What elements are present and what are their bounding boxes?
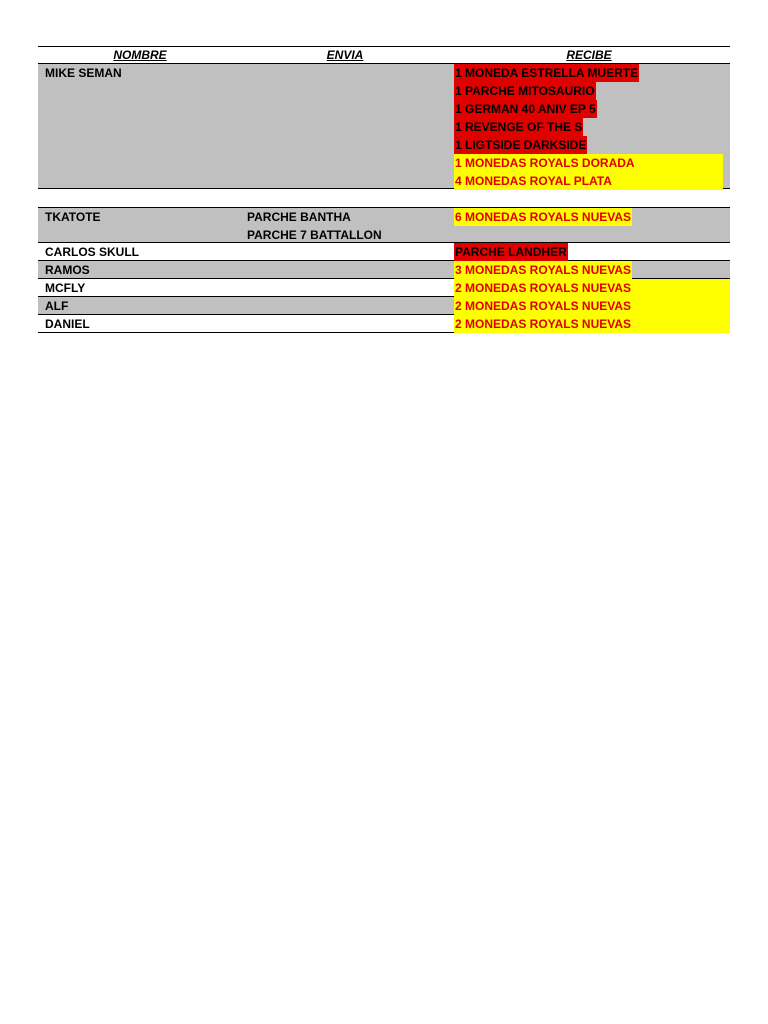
- header-nombre: NOMBRE: [113, 48, 167, 62]
- recibe-item: 1 REVENGE OF THE S: [455, 120, 583, 134]
- recibe-item: 1 GERMAN 40 ANIV EP 5: [455, 102, 596, 116]
- recibe-item: 1 MONEDA ESTRELLA MUERTE: [455, 66, 639, 80]
- recibe-item: 1 PARCHE MITOSAURIO: [455, 84, 595, 98]
- row-recibe: [454, 261, 632, 279]
- table-row: [38, 279, 730, 297]
- recibe-item: 6 MONEDAS ROYALS NUEVAS: [455, 210, 632, 224]
- row-recibe: [454, 208, 632, 226]
- row-recibe: [454, 279, 730, 297]
- row-nombre: RAMOS: [45, 263, 90, 277]
- recibe-item: 2 MONEDAS ROYALS NUEVAS: [454, 279, 730, 297]
- envia-item: PARCHE 7 BATTALLON: [247, 228, 382, 242]
- recibe-item: 3 MONEDAS ROYALS NUEVAS: [455, 263, 632, 277]
- table-row: [38, 64, 730, 189]
- recibe-item: 1 MONEDAS ROYALS DORADA: [454, 154, 723, 172]
- header-recibe: RECIBE: [566, 48, 612, 62]
- row-recibe: [454, 315, 730, 333]
- table-header: [38, 46, 730, 64]
- row-nombre: ALF: [45, 299, 69, 313]
- row-recibe: [454, 243, 568, 261]
- table-row: [38, 315, 730, 333]
- row-nombre: DANIEL: [45, 317, 90, 331]
- recibe-item: 4 MONEDAS ROYAL PLATA: [454, 172, 723, 190]
- row-recibe: [454, 297, 730, 315]
- table-row: [38, 297, 730, 315]
- row-recibe: [454, 64, 723, 190]
- row-nombre: MCFLY: [45, 281, 86, 295]
- recibe-item: PARCHE LANDHER: [455, 245, 567, 259]
- recibe-item: 2 MONEDAS ROYALS NUEVAS: [454, 315, 730, 333]
- table-row: [38, 207, 730, 243]
- envia-item: PARCHE BANTHA: [247, 210, 351, 224]
- header-envia: ENVIA: [326, 48, 364, 62]
- recibe-item: 2 MONEDAS ROYALS NUEVAS: [454, 297, 730, 315]
- row-nombre: TKATOTE: [45, 210, 101, 224]
- row-nombre: CARLOS SKULL: [45, 245, 139, 259]
- table-row: [38, 261, 730, 279]
- row-envia: [247, 208, 382, 244]
- row-nombre: MIKE SEMAN: [45, 66, 122, 80]
- spacer-row: [38, 189, 730, 207]
- trade-table: [38, 46, 730, 333]
- table-row: [38, 243, 730, 261]
- recibe-item: 1 LIGTSIDE DARKSIDE: [455, 138, 587, 152]
